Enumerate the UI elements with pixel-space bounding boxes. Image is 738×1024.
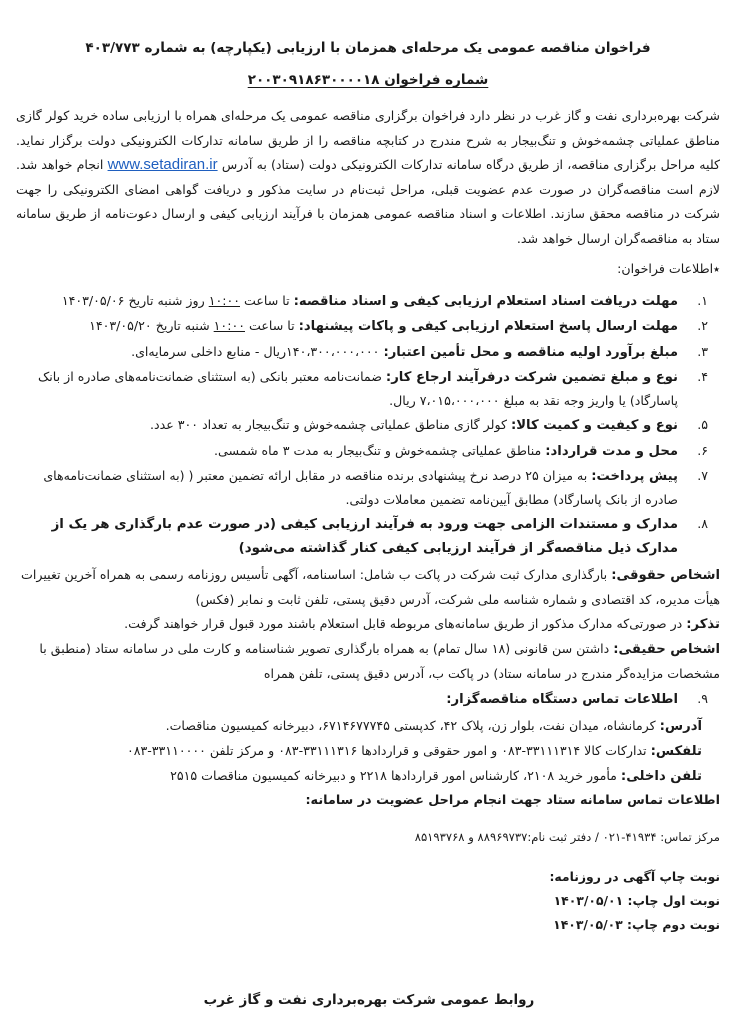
list-item-2 [16, 315, 708, 339]
contact-details [16, 714, 720, 789]
item-text: تا ساعت [240, 292, 294, 308]
item-label: پیش پرداخت: [591, 469, 678, 485]
item-label: مهلت دریافت اسناد استعلام ارزیابی کیفی و اسناد مناقصه: [293, 293, 678, 309]
item-label: نوع و مبلغ تضمین شرکت درفرآیند ارجاع کار: [385, 370, 678, 386]
item-label: محل و مدت قرارداد: [545, 443, 678, 459]
item-text: به میزان ۲۵ درصد نرخ پیشنهادی برنده مناقصه در مقابل ارائه تضمین معتبر ( (به استثنای ضمانت‌نامه‌های صادره از بانک پاسارگاد) مطابق آیین‌نامه تضمین معاملات دولتی. [43, 468, 678, 507]
list-item-4 [16, 366, 708, 412]
info-heading: ٭اطلاعات فراخوان: [617, 260, 720, 276]
item-number: ۹. [697, 691, 708, 707]
setad-contact-heading: اطلاعات تماس سامانه ستاد جهت انجام مراحل عضویت در سامانه: [305, 792, 720, 808]
detail-text: داشتن سن قانونی (۱۸ سال تمام) به همراه بارگذاری تصویر شناسنامه و کارت ملی در سامانه ستاد (منطبق با مشخصات مزایده‌گر مندرج در سامانه ستاد) در پاکت ب، آدرس دقیق پستی، تلفن همراه [39, 641, 720, 682]
intro-paragraph [16, 104, 720, 252]
item-number: ۴. [697, 369, 708, 385]
item-label: مبلغ برآورد اولیه مناقصه و محل تأمین اعتبار: [383, 344, 678, 360]
item-text: کولر گازی مناطق عملیاتی چشمه‌خوش و تنگ‌بیجار به تعداد ۳۰۰ عدد. [150, 417, 511, 433]
item-label: مدارک و مستندات الزامی جهت ورود به فرآیند ارزیابی کیفی (در صورت عدم بارگذاری هر یک از مدارک ذیل مناقصه‌گر از فرآیند ارزیابی کیفی کنار گذاشته می‌شود) [51, 517, 678, 557]
item-text: مناطق عملیاتی چشمه‌خوش و تنگ‌بیجار به مدت ۳ ماه شمسی. [213, 442, 546, 458]
list-item-3 [16, 341, 708, 365]
detail-text: کرمانشاه، میدان نفت، بلوار زن، پلاک ۴۲، کدپستی ۶۷۱۴۶۷۷۷۴۵، دبیرخانه کمیسیون مناقصات. [165, 717, 660, 733]
detail-label: اشخاص حقیقی: [613, 642, 720, 658]
item-label: مهلت ارسال پاسخ استعلام ارزیابی کیفی و پاکات پیشنهاد: [298, 319, 678, 335]
address [16, 714, 702, 739]
item-number: ۸. [697, 516, 708, 532]
detail-label: تذکر: [686, 617, 720, 633]
detail-text: بارگذاری مدارک ثبت شرکت در پاکت ب شامل: اساسنامه، آگهی تأسیس روزنامه رسمی به همراه آخرین تغییرات هیأت مدیره، کد اقتصادی و شماره شناسه ملی شرکت، آدرس دقیق پستی، تلفن ثابت و نمابر (فکس) [21, 567, 720, 608]
notice-title: فراخوان مناقصه عمومی یک مرحله‌ای همزمان با ارزیابی (یکپارچه) به شماره ۴۰۳/۷۷۳ [85, 40, 651, 56]
print-first: نوبت اول چاپ: ۱۴۰۳/۰۵/۰۱ [553, 892, 720, 908]
item-label: نوع و کیفیت و کمیت کالا: [510, 418, 678, 434]
call-number-text: شماره فراخوان ۲۰۰۳۰۹۱۸۶۳۰۰۰۰۱۸ [247, 72, 489, 88]
detail-text: مأمور خرید ۲۱۰۸، کارشناس امور قراردادها ۲۲۱۸ و دبیرخانه کمیسیون مناقصات ۲۵۱۵ [170, 767, 621, 783]
list-item-8 [16, 513, 708, 561]
item-number: ۶. [697, 442, 708, 458]
call-number [16, 70, 720, 90]
legal-entities [16, 563, 720, 612]
print-schedule [16, 865, 720, 937]
info-list [16, 290, 720, 562]
item-text: تا ساعت [244, 318, 299, 334]
list-item-6 [16, 440, 708, 464]
item-number: ۱. [697, 292, 708, 308]
item-label: اطلاعات تماس دستگاه مناقصه‌گزار: [446, 692, 678, 708]
detail-label: اشخاص حقوقی: [611, 568, 720, 584]
footer-signature: روابط عمومی شرکت بهره‌برداری نفت و گاز غرب [203, 992, 535, 1008]
deadline-time: ۱۰:۰۰ [213, 318, 245, 334]
deadline-time: ۱۰:۰۰ [208, 292, 240, 308]
detail-text: تدارکات کالا ۳۳۱۱۱۳۱۴-۰۸۳ و امور حقوقی و قراردادها ۳۳۱۱۱۳۱۶-۰۸۳ و مرکز تلفن ۳۳۱۱۰۰۰۰-۰۸۳ [126, 742, 651, 758]
print-second: نوبت دوم چاپ: ۱۴۰۳/۰۵/۰۳ [553, 916, 720, 932]
detail-label: تلفکس: [650, 743, 702, 759]
print-heading: نوبت چاپ آگهی در روزنامه: [549, 868, 720, 884]
list-item-5 [16, 414, 708, 438]
item-number: ۵. [697, 417, 708, 433]
natural-persons [16, 637, 720, 686]
setad-link[interactable]: www.setadiran.ir [107, 156, 218, 174]
deadline-date: روز شنبه تاریخ ۱۴۰۳/۰۵/۰۶ [61, 292, 209, 308]
detail-label: تلفن داخلی: [620, 768, 702, 784]
item-text: ضمانت‌نامه معتبر بانکی (به استثنای ضمانت‌نامه‌های صادره از بانک پاسارگاد) یا واریز وجه نقد به مبلغ ۷،۰۱۵،۰۰۰،۰۰۰ ریال. [38, 369, 678, 408]
item-number: ۲. [697, 318, 708, 334]
item8-details [16, 563, 720, 686]
telefax [16, 739, 702, 764]
item-number: ۷. [697, 468, 708, 484]
detail-label: آدرس: [659, 718, 702, 734]
intro-text-1: شرکت بهره‌برداری نفت و گاز غرب در نظر دارد فراخوان برگزاری مناقصه عمومی یک مرحله‌ای همراه با ارزیابی ساده خرید کولر گازی مناطق عملیاتی چشمه‌خوش و تنگ‌بیجار به شرح مندرج در کتابچه مناقصه را از طریق سامانه تدارکات الکترونیکی دولت برگزار نماید. کلیه مراحل برگزاری مناقصه، از طریق درگاه سامانه تدارکات الکترونیکی دولت (ستاد) به آدرس [16, 108, 720, 173]
setad-contact-line: مرکز تماس: ۴۱۹۳۴-۰۲۱ / دفتر ثبت نام:۸۸۹۶۹۷۳۷ و ۸۵۱۹۳۷۶۸ [414, 829, 720, 844]
detail-text: در صورتی‌که مدارک مذکور از طریق سامانه‌های مربوطه قابل استعلام باشند مورد قبول قرار خواهند گرفت. [124, 616, 687, 632]
note [16, 612, 720, 637]
info-list-cont [16, 688, 720, 712]
list-item-1 [16, 290, 708, 314]
item-number: ۳. [697, 343, 708, 359]
list-item-9 [16, 688, 708, 712]
deadline-date: شنبه تاریخ ۱۴۰۳/۰۵/۲۰ [89, 318, 214, 334]
item-text: ۱۴۰،۳۰۰،۰۰۰،۰۰۰ریال - منابع داخلی سرمایه‌ای. [131, 343, 384, 359]
internal-phone [16, 764, 702, 789]
intro-text-2: انجام خواهد شد. لازم است مناقصه‌گران در صورت عدم عضویت قبلی، مراحل ثبت‌نام در سایت مذکور و دریافت گواهی امضای الکترونیکی را جهت شرکت در مناقصه محقق سازند. اطلاعات و اسناد مناقصه عمومی همزمان با فرآیند ارزیابی کیفی و ارسال دعوت‌نامه از طریق سامانه ستاد به مناقصه‌گران ارسال خواهد شد. [16, 157, 720, 246]
list-item-7 [16, 465, 708, 511]
